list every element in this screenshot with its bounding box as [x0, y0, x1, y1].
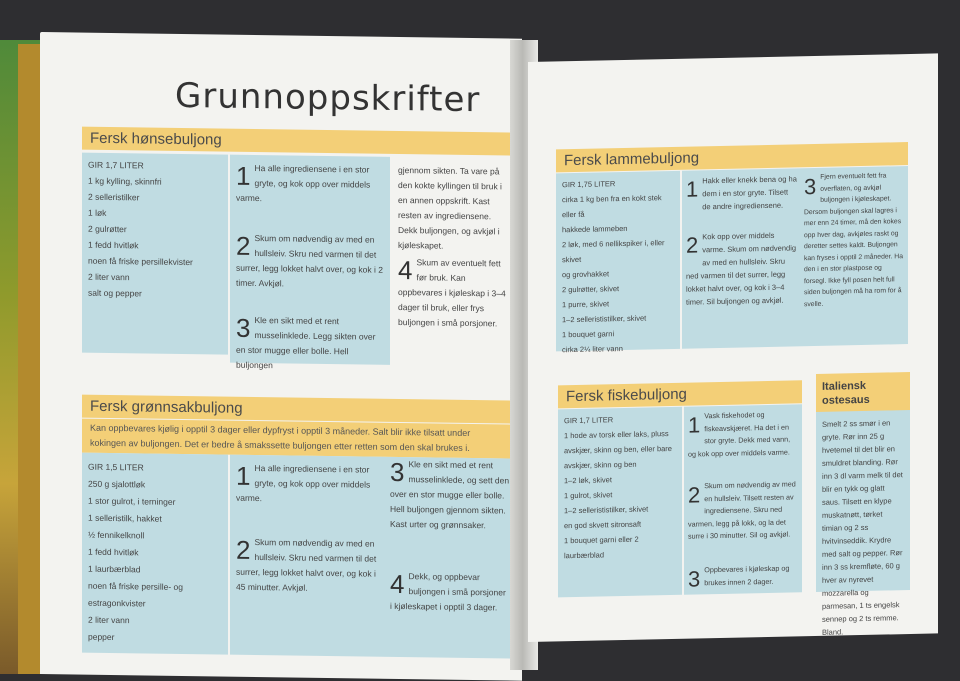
step-number: 1: [688, 412, 701, 438]
step-2: [236, 535, 378, 597]
ingredient-item: 2 gulrøtter, skivet: [562, 284, 620, 295]
ingredient-item: 2 liter vann: [88, 614, 130, 626]
step-text: Skum om nødvendig av med en hullsleiv. Tilsett resten av ingrediensene. Skru ned varmen, legg på lokk, og la det surre i 30 minutter. Sil og avkjøl.: [688, 479, 796, 541]
step-1: [688, 408, 798, 472]
ingredient-item: 1 laurbærblad: [88, 563, 141, 575]
ingredient-item: pepper: [88, 631, 115, 643]
step-text: Ha alle ingrediensene i en stor gryte, og kok opp over middels varme.: [236, 462, 371, 504]
title-line: Italiensk: [822, 379, 867, 393]
steps-column-fisk: [688, 408, 798, 603]
steps-column-lam-2: [804, 170, 906, 324]
step-number: 4: [390, 568, 405, 600]
step-number: 1: [236, 460, 251, 491]
step-number: 3: [236, 312, 251, 343]
recipe-title-ost: [816, 372, 910, 414]
recipe-title-gronn: Fersk grønnsakbuljong: [82, 395, 514, 424]
step-number: 3: [804, 173, 817, 200]
step-text: Skum av eventuelt fett før bruk. Kan oppbevares i kjøleskap i 3–4 dager til bruk, eller frys buljongen i små porsjoner.: [398, 257, 506, 329]
ingredient-item: 1 fedd hvitløk: [88, 239, 139, 251]
title-line: ostesaus: [822, 393, 870, 407]
recipe-title-lam: Fersk lammebuljong: [556, 142, 908, 172]
step-2: [236, 231, 386, 301]
page-title: Grunnoppskrifter: [175, 75, 481, 121]
recipe-title-hone: Fersk hønsebuljong: [82, 127, 514, 156]
step-text: Kle en sikt med et rent musselinklede, og sett den over en stor mugge eller bolle. Hell buljongen gjennom sikten. Kast urter og grønnsaker.: [390, 459, 510, 531]
ingredient-item: 1–2 sellerististilker, skivet: [562, 313, 647, 325]
ingredient-item: og grovhakket: [562, 269, 610, 280]
ingredient-item: 2 liter vann: [88, 271, 130, 283]
ingredient-item: GIR 1,5 LITER: [88, 461, 144, 473]
step-number: 3: [390, 456, 405, 488]
step-2: [688, 478, 798, 556]
steps-column-hone: [236, 161, 386, 389]
step-number: 2: [686, 232, 699, 258]
steps-column-gronn-2: [390, 457, 510, 630]
step-text: Hakk eller knekk bena og ha dem i en stor gryte. Tilsett de andre ingrediensene.: [702, 174, 797, 212]
step-number: 1: [686, 176, 699, 202]
step-1: [236, 461, 378, 523]
ingredients-list-gronn: [82, 455, 228, 652]
step-text: Dekk, og oppbevar buljongen i små porsjoner i kjøleskapet i opptil 3 dager.: [390, 571, 506, 613]
ingredient-item: noen få friske persille- og: [88, 580, 183, 592]
ingredient-item: GIR 1,7 LITER: [88, 159, 144, 171]
ingredient-item: noen få friske persillekvister: [88, 255, 193, 268]
ingredient-item: 1 fedd hvitløk: [88, 546, 139, 558]
steps-column-lam: [686, 172, 798, 322]
step-number: 1: [236, 160, 251, 191]
step-4: [398, 255, 510, 332]
step-text: gjennom sikten. Ta vare på den kokte kyllingen til bruk i en annen oppskrift. Kast resten av ingrediensene. Dekk buljongen, og avkjøl i kjøleskapet.: [398, 164, 502, 251]
step-4: [390, 569, 510, 616]
step-3: [236, 313, 386, 375]
step-number: 2: [236, 534, 251, 565]
recipe-note-gronn: Kan oppbevares kjølig i opptil 3 dager eller dypfryst i opptil 3 måneder. Salt blir ikke tilsatt under kokingen av buljongen. Det er bedre å smakssette buljongen etter retten som den skal brukes i.: [82, 419, 514, 459]
step-number: 2: [688, 482, 701, 508]
ingredient-item: avskjær, skinn og ben, eller bare: [564, 443, 672, 456]
step-3-continued: [398, 163, 510, 251]
ingredient-item: salt og pepper: [88, 287, 142, 299]
ingredient-item: 1 bouquet garni: [562, 329, 615, 340]
step-text: Kok opp over middels varme. Skum om nødvendig av med en hullsleiv. Skru ned varmen til det surrer, legg lokket halvt over, og kok i 3–4 timer. Sil buljongen og avkjøl.: [686, 230, 797, 307]
ingredients-list-lam: [556, 171, 680, 362]
step-number: 2: [236, 230, 251, 261]
ingredient-item: 1 gulrot, skivet: [564, 490, 613, 501]
ingredient-item: 1 purre, skivet: [562, 299, 610, 310]
step-text: Skum om nødvendig av med en hullsleiv. Skru ned varmen til det surrer, legg lokket halvt over, og kok i 45 minutter. Avkjøl.: [236, 536, 377, 593]
step-3: [804, 170, 906, 310]
step-text: Kle en sikt med et rent musselinklede. Legg sikten over en stor mugge eller bolle. Hell buljongen: [236, 314, 376, 371]
ingredient-item: 2 løk, med 6 nellikspiker i, eller skivet: [562, 238, 665, 265]
ingredient-item: 2 selleristilker: [88, 191, 140, 203]
recipe-text-ost: Smelt 2 ss smør i en gryte. Rør inn 25 g hvetemel til det blir en smuldret blanding. Rør inn 3 dl varm melk til det blir en tykk og glatt saus. Tilsett en klype muskatnøtt, tørket timian og 2 ss hvitvinseddik. Krydre med salt og pepper. Rør inn 3 ss kremfløte, 60 g hver av nyrevet mozzarella og parmesan, 1 ts engelsk sennep og 2 ts remme. Bland.: [816, 410, 910, 592]
ingredient-item: en god skvett sitronsaft: [564, 519, 642, 531]
ingredient-item: GIR 1,7 LITER: [564, 415, 614, 426]
step-text: Skum om nødvendig av med en hullsleiv. Skru ned varmen til det surrer, legg lokket halvt over, og kok i 2 timer. Avkjøl.: [236, 232, 383, 289]
ingredient-item: 1 kg kylling, skinnfri: [88, 175, 162, 187]
steps-column-gronn: [236, 461, 378, 611]
ingredient-item: 1–2 løk, skivet: [564, 475, 612, 486]
ingredient-item: cirka 2¼ liter vann: [562, 344, 623, 355]
recipe-title-fisk: Fersk fiskebuljong: [558, 380, 802, 408]
ingredient-item: ½ fennikelknoll: [88, 529, 145, 541]
ingredient-item: 1 løk: [88, 207, 107, 218]
step-text: Fjern eventuelt fett fra overflaten, og avkjøl buljongen i kjøleskapet. Dersom buljongen skal lagres i mer enn 24 timer, må den kokes opp hver dag, avkjøles raskt og deretter settes kaldt. Buljongen kan fryses i opptil 2 måneder. Ha den i en stor plastpose og forsegl. Ikke fyll posen helt full siden buljongen må ha rom for å svelle.: [804, 172, 903, 308]
ingredient-item: hakkede lammeben: [562, 223, 628, 235]
ingredient-item: 1 hode av torsk eller laks, pluss: [564, 429, 669, 441]
ingredient-item: estragonkvister: [88, 597, 146, 609]
step-text: Ha alle ingrediensene i en stor gryte, og kok opp over middels varme.: [236, 162, 371, 204]
ingredient-item: 1 bouquet garni eller 2 laurbærblad: [564, 534, 639, 561]
ingredients-list-fisk: [558, 407, 682, 568]
step-2: [686, 228, 798, 308]
step-number: 3: [688, 566, 701, 592]
step-text: Oppbevares i kjøleskap og brukes innen 2 dager.: [704, 563, 790, 587]
step-1: [686, 172, 798, 222]
steps-column-hone-2: [398, 163, 510, 346]
right-page: [528, 53, 938, 642]
step-number: 4: [398, 254, 413, 286]
step-text: Vask fiskehodet og fiskeavskjæret. Ha det i en stor gryte. Dekk med vann, og kok opp over middels varme.: [688, 410, 791, 459]
ingredient-item: 1 selleristilk, hakket: [88, 512, 162, 524]
ingredient-item: 1–2 sellerististilker, skivet: [564, 504, 649, 516]
ingredient-item: cirka 1 kg ben fra en kokt stek eller få: [562, 193, 662, 220]
ingredient-item: GIR 1,75 LITER: [562, 179, 616, 190]
step-3: [390, 457, 510, 557]
left-page: [40, 32, 522, 681]
ingredient-item: avskjær, skinn og ben: [564, 459, 637, 471]
ingredient-item: 1 stor gulrot, i terninger: [88, 495, 176, 507]
ingredient-item: 250 g sjalottløk: [88, 478, 146, 490]
step-3: [688, 562, 798, 592]
ingredient-item: 2 gulrøtter: [88, 223, 127, 235]
ingredients-list-hone: [82, 153, 228, 307]
step-1: [236, 161, 386, 219]
